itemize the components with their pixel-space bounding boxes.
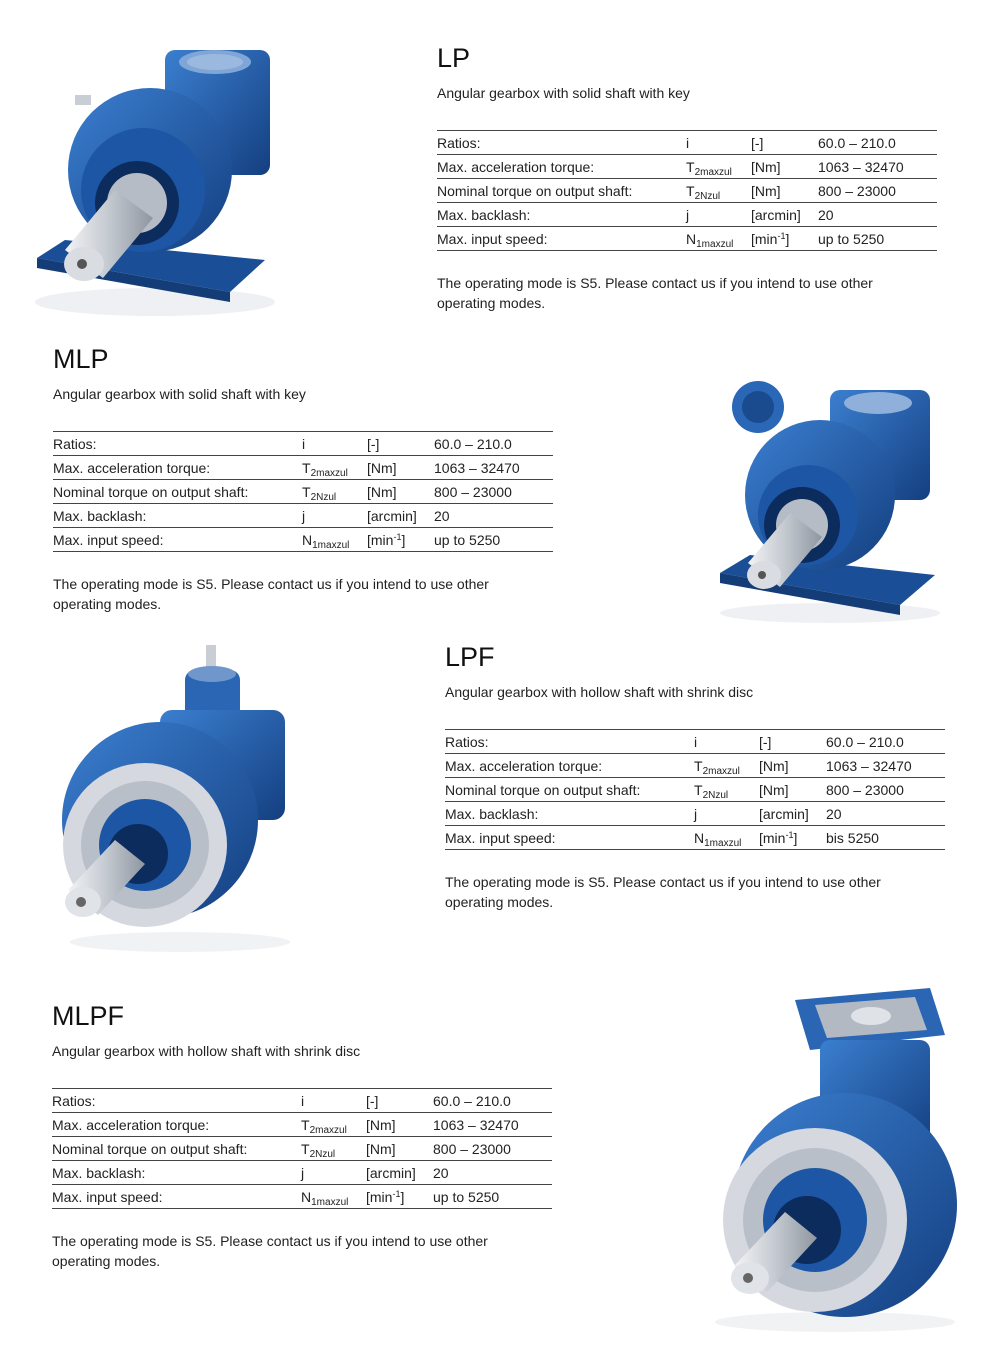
spec-unit: [Nm]: [751, 182, 781, 199]
spec-symbol: j: [301, 1164, 305, 1181]
table-row: [437, 155, 937, 179]
spec-value: 1063 – 32470: [826, 757, 912, 774]
spec-value: 60.0 – 210.0: [433, 1092, 511, 1109]
mlp-gearbox-image: [710, 375, 950, 625]
spec-unit: [Nm]: [759, 781, 789, 798]
spec-symbol: i: [686, 134, 690, 151]
spec-label: Max. input speed:: [437, 230, 548, 247]
spec-unit: [Nm]: [366, 1116, 396, 1133]
spec-symbol: $N_{1maxzul}$: [301, 1188, 349, 1208]
mlpf-gearbox-image: [695, 980, 975, 1335]
table-row: [52, 1113, 552, 1137]
spec-label: Ratios:: [52, 1092, 96, 1109]
spec-label: Max. acceleration torque:: [445, 757, 603, 774]
operating-mode-note: The operating mode is S5. Please contact us if you intend to use other operating modes.: [52, 1233, 488, 1269]
table-row: [437, 227, 937, 251]
spec-label: Ratios:: [445, 733, 489, 750]
spec-value: 20: [433, 1164, 449, 1181]
lpf-section: [445, 641, 945, 912]
spec-label: Max. backlash:: [53, 507, 147, 524]
table-row: [53, 504, 553, 528]
spec-value: 1063 – 32470: [818, 158, 904, 175]
product-title: MLPF: [52, 1001, 125, 1031]
specs-table: [437, 130, 937, 251]
spec-symbol: j: [686, 206, 690, 223]
table-row: [53, 528, 553, 552]
spec-unit: [-]: [366, 1092, 379, 1109]
product-title: LPF: [445, 642, 495, 672]
spec-unit: [-]: [367, 435, 380, 452]
spec-value: 20: [826, 805, 842, 822]
spec-value: 800 – 23000: [826, 781, 904, 798]
spec-symbol: $T_{2Nzul}$: [694, 781, 729, 801]
specs-table: [53, 431, 553, 552]
spec-unit: $[\min^{-1}]$: [366, 1188, 405, 1205]
specs-table: [52, 1088, 552, 1209]
spec-unit: [Nm]: [367, 483, 397, 500]
spec-symbol: $T_{2Nzul}$: [302, 483, 337, 503]
product-description: Angular gearbox with solid shaft with key: [53, 386, 306, 402]
product-title: MLP: [53, 344, 109, 374]
spec-value: 20: [818, 206, 834, 223]
spec-value: up to 5250: [818, 230, 885, 247]
table-row: [53, 456, 553, 480]
spec-unit: $[\min^{-1}]$: [751, 230, 790, 247]
spec-symbol: i: [694, 733, 698, 750]
spec-unit: [Nm]: [751, 158, 781, 175]
spec-label: Nominal torque on output shaft:: [52, 1140, 248, 1157]
spec-symbol: $T_{2maxzul}$: [694, 757, 740, 777]
spec-value: 800 – 23000: [433, 1140, 511, 1157]
table-row: [52, 1161, 552, 1185]
operating-mode-note: The operating mode is S5. Please contact us if you intend to use other operating modes.: [53, 576, 489, 612]
spec-label: Max. backlash:: [445, 805, 539, 822]
table-row: [445, 754, 945, 778]
spec-value: up to 5250: [434, 531, 501, 548]
spec-label: Nominal torque on output shaft:: [445, 781, 641, 798]
spec-unit: [arcmin]: [367, 507, 417, 524]
spec-symbol: $T_{2Nzul}$: [301, 1140, 336, 1160]
table-row: [437, 131, 937, 155]
table-row: [53, 432, 553, 456]
table-row: [445, 730, 945, 754]
spec-label: Nominal torque on output shaft:: [53, 483, 249, 500]
spec-label: Max. input speed:: [445, 829, 556, 846]
table-row: [445, 826, 945, 850]
specs-table: [445, 729, 945, 850]
table-row: [437, 203, 937, 227]
spec-value: 60.0 – 210.0: [826, 733, 904, 750]
spec-symbol: i: [301, 1092, 305, 1109]
spec-label: Max. acceleration torque:: [52, 1116, 210, 1133]
spec-symbol: $N_{1maxzul}$: [686, 230, 734, 250]
spec-symbol: $T_{2maxzul}$: [301, 1116, 347, 1136]
spec-value: bis 5250: [826, 829, 879, 846]
spec-value: 20: [434, 507, 450, 524]
table-row: [437, 179, 937, 203]
spec-symbol: $N_{1maxzul}$: [694, 829, 742, 849]
table-row: [445, 802, 945, 826]
spec-label: Ratios:: [437, 134, 481, 151]
spec-unit: $[\min^{-1}]$: [759, 829, 798, 846]
spec-symbol: $T_{2maxzul}$: [302, 459, 348, 479]
spec-symbol: j: [694, 805, 698, 822]
table-row: [52, 1185, 552, 1209]
table-row: [53, 480, 553, 504]
spec-symbol: $N_{1maxzul}$: [302, 531, 350, 551]
mlpf-section: [52, 1000, 552, 1271]
spec-unit: [arcmin]: [751, 206, 801, 223]
spec-unit: [-]: [759, 733, 772, 750]
spec-label: Max. acceleration torque:: [437, 158, 595, 175]
spec-value: 1063 – 32470: [434, 459, 520, 476]
table-row: [52, 1137, 552, 1161]
spec-label: Max. input speed:: [52, 1188, 163, 1205]
spec-unit: [arcmin]: [366, 1164, 416, 1181]
product-description: Angular gearbox with hollow shaft with shrink disc: [52, 1043, 361, 1059]
product-description: Angular gearbox with solid shaft with key: [437, 85, 690, 101]
spec-value: 800 – 23000: [818, 182, 896, 199]
spec-value: 60.0 – 210.0: [434, 435, 512, 452]
spec-symbol: $T_{2maxzul}$: [686, 158, 732, 178]
spec-label: Max. acceleration torque:: [53, 459, 211, 476]
spec-value: 800 – 23000: [434, 483, 512, 500]
lpf-gearbox-image: [40, 640, 300, 955]
spec-unit: [Nm]: [367, 459, 397, 476]
spec-value: up to 5250: [433, 1188, 500, 1205]
spec-unit: [-]: [751, 134, 764, 151]
product-title: LP: [437, 43, 471, 73]
mlp-section: [53, 343, 553, 614]
table-row: [52, 1089, 552, 1113]
spec-unit: [Nm]: [759, 757, 789, 774]
spec-label: Nominal torque on output shaft:: [437, 182, 633, 199]
spec-label: Max. backlash:: [52, 1164, 146, 1181]
lp-gearbox-image: [25, 40, 285, 320]
spec-symbol: $T_{2Nzul}$: [686, 182, 721, 202]
product-description: Angular gearbox with hollow shaft with shrink disc: [445, 684, 754, 700]
spec-unit: [arcmin]: [759, 805, 809, 822]
spec-symbol: i: [302, 435, 306, 452]
operating-mode-note: The operating mode is S5. Please contact us if you intend to use other operating modes.: [437, 275, 873, 311]
spec-unit: [Nm]: [366, 1140, 396, 1157]
table-row: [445, 778, 945, 802]
spec-unit: $[\min^{-1}]$: [367, 531, 406, 548]
spec-value: 1063 – 32470: [433, 1116, 519, 1133]
spec-symbol: j: [302, 507, 306, 524]
lp-section: [437, 42, 937, 313]
spec-label: Max. input speed:: [53, 531, 164, 548]
operating-mode-note: The operating mode is S5. Please contact us if you intend to use other operating modes.: [445, 874, 881, 910]
spec-label: Ratios:: [53, 435, 97, 452]
spec-label: Max. backlash:: [437, 206, 531, 223]
spec-value: 60.0 – 210.0: [818, 134, 896, 151]
